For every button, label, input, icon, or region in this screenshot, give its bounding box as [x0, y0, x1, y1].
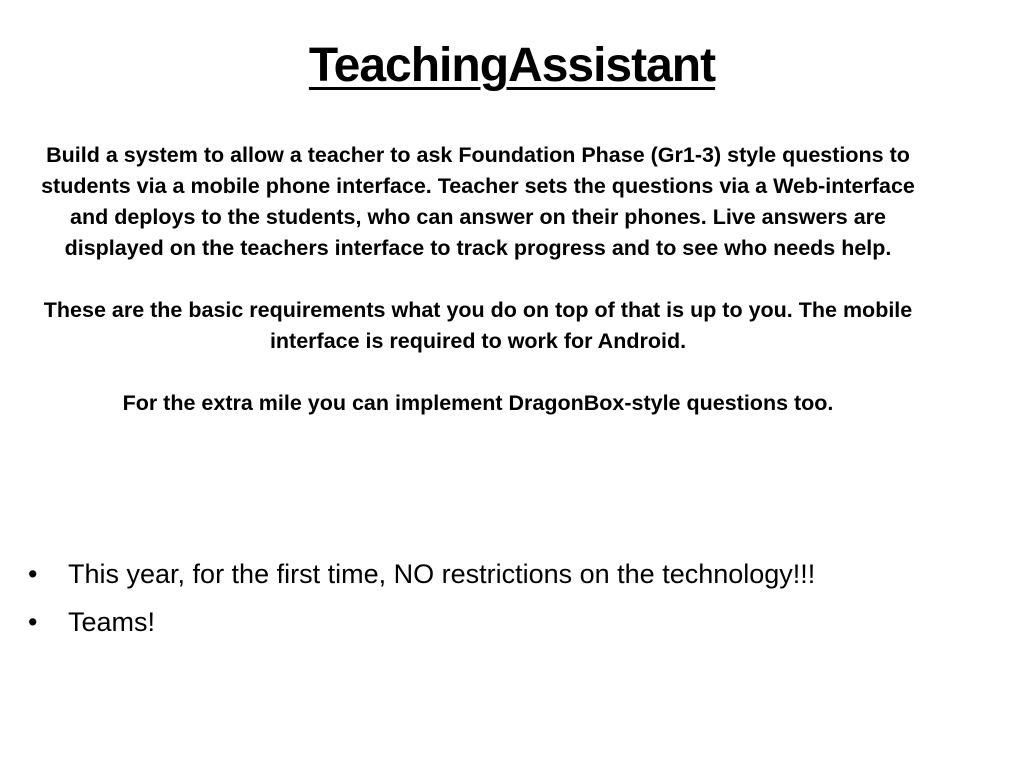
bullet-text: Teams! — [68, 607, 156, 637]
bullet-list — [28, 550, 998, 646]
slide-title — [0, 30, 1024, 102]
description-paragraph-3: For the extra mile you can implement DragonBox-style questions too. — [122, 391, 834, 415]
bullet-item — [28, 550, 998, 598]
bullet-item — [28, 598, 998, 646]
description-paragraph-2: These are the basic requirements what you do on top of that is up to you. The mobile interface is required to work for Android. — [43, 298, 913, 353]
bullet-icon: • — [28, 607, 38, 637]
description-paragraph-1: Build a system to allow a teacher to ask Foundation Phase (Gr1-3) style questions to students via a mobile phone interface. Teacher sets the questions via a Web-interface and deploys to the students, who can answer on their phones. Live answers are displayed on the teachers interface to track progress and to see who needs help. — [41, 143, 915, 260]
project-description — [20, 140, 936, 419]
slide-title-text: TeachingAssistant — [308, 39, 716, 92]
bullet-icon: • — [28, 559, 38, 589]
bullet-text: This year, for the first time, NO restrictions on the technology!!! — [68, 559, 816, 589]
